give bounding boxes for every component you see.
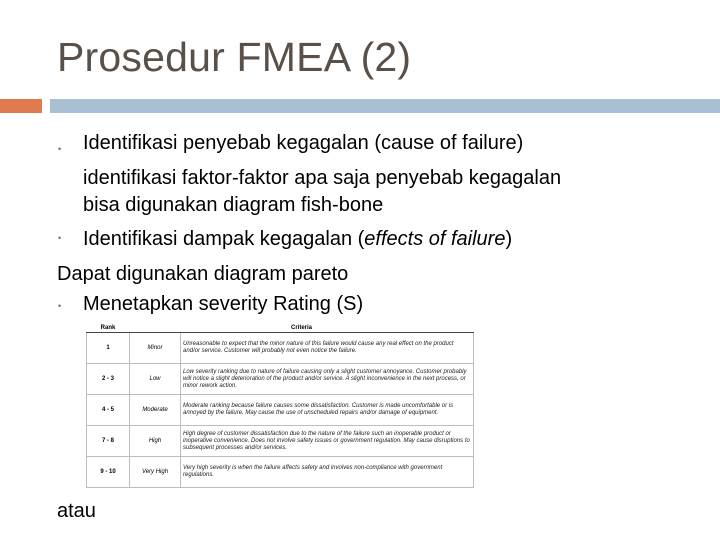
table-cell-criteria: High (130, 426, 181, 457)
bullet-cause-of-failure: Identifikasi penyebab kegagalan (cause of failure) (83, 132, 524, 154)
table-cell-rank: 2 - 3 (87, 364, 130, 395)
bullet-severity-rating: Menetapkan severity Rating (S) (83, 293, 364, 315)
table-cell-description: High degree of customer dissatisfaction due to the nature of the failure such an inoperable product or inoperative convenience. Does not involve safety issues or government regulation. May cause disruptions to subsequent processes and/or services. (181, 426, 474, 457)
table-cell-description: Unreasonable to expect that the minor nature of this failure would cause any real effect on the product and/or service. Customer will probably not even notice the failure. (181, 333, 474, 364)
title-accent-bar-orange (0, 99, 42, 113)
slide-title: Prosedur FMEA (2) (57, 34, 412, 80)
table-cell-rank: 7 - 8 (87, 426, 130, 457)
table-header-criteria: Criteria (130, 325, 474, 333)
bullet-dot: • (58, 301, 62, 311)
table-cell-criteria: Moderate (130, 395, 181, 426)
text-atau: atau (57, 500, 96, 522)
table-row (87, 426, 474, 457)
table-cell-rank: 9 - 10 (87, 457, 130, 488)
table-header-row (87, 325, 474, 333)
table-cell-rank: 4 - 5 (87, 395, 130, 426)
bullet-dot: • (58, 233, 62, 243)
table-row (87, 364, 474, 395)
effects-text-em: effects of failure (364, 228, 506, 250)
text-identifikasi-faktor: identifikasi faktor-faktor apa saja penyebab kegagalan (83, 167, 562, 189)
table-row (87, 333, 474, 364)
table-cell-criteria: Minor (130, 333, 181, 364)
table-cell-description: Moderate ranking because failure causes some dissatisfaction. Customer is made uncomfortable or is annoyed by the failure. May cause the use of unscheduled repairs and/or damage of equipment. (181, 395, 474, 426)
effects-text-post: ) (505, 228, 513, 250)
table-cell-criteria: Low (130, 364, 181, 395)
severity-rating-table (86, 325, 474, 488)
table-cell-criteria: Very High (130, 457, 181, 488)
table-cell-description: Very high severity is when the failure affects safety and involves non-compliance with government regulations. (181, 457, 474, 488)
bullet-effects-of-failure (83, 227, 512, 251)
title-accent-bar-blue (50, 99, 720, 113)
effects-text-pre: Identifikasi dampak kegagalan ( (83, 228, 365, 250)
table-cell-description: Low severity ranking due to nature of failure causing only a slight customer annoyance. Customer probably will notice a slight deterioration of the product and/or service. A slight inconvenience in the next process, or minor rework action. (181, 364, 474, 395)
bullet-dot: • (58, 144, 62, 154)
text-diagram-pareto: Dapat digunakan diagram pareto (57, 263, 349, 285)
table-cell-rank: 1 (87, 333, 130, 364)
text-fish-bone: bisa digunakan diagram fish-bone (83, 194, 384, 216)
table-row (87, 395, 474, 426)
table-row (87, 457, 474, 488)
table-header-rank: Rank (87, 325, 130, 333)
